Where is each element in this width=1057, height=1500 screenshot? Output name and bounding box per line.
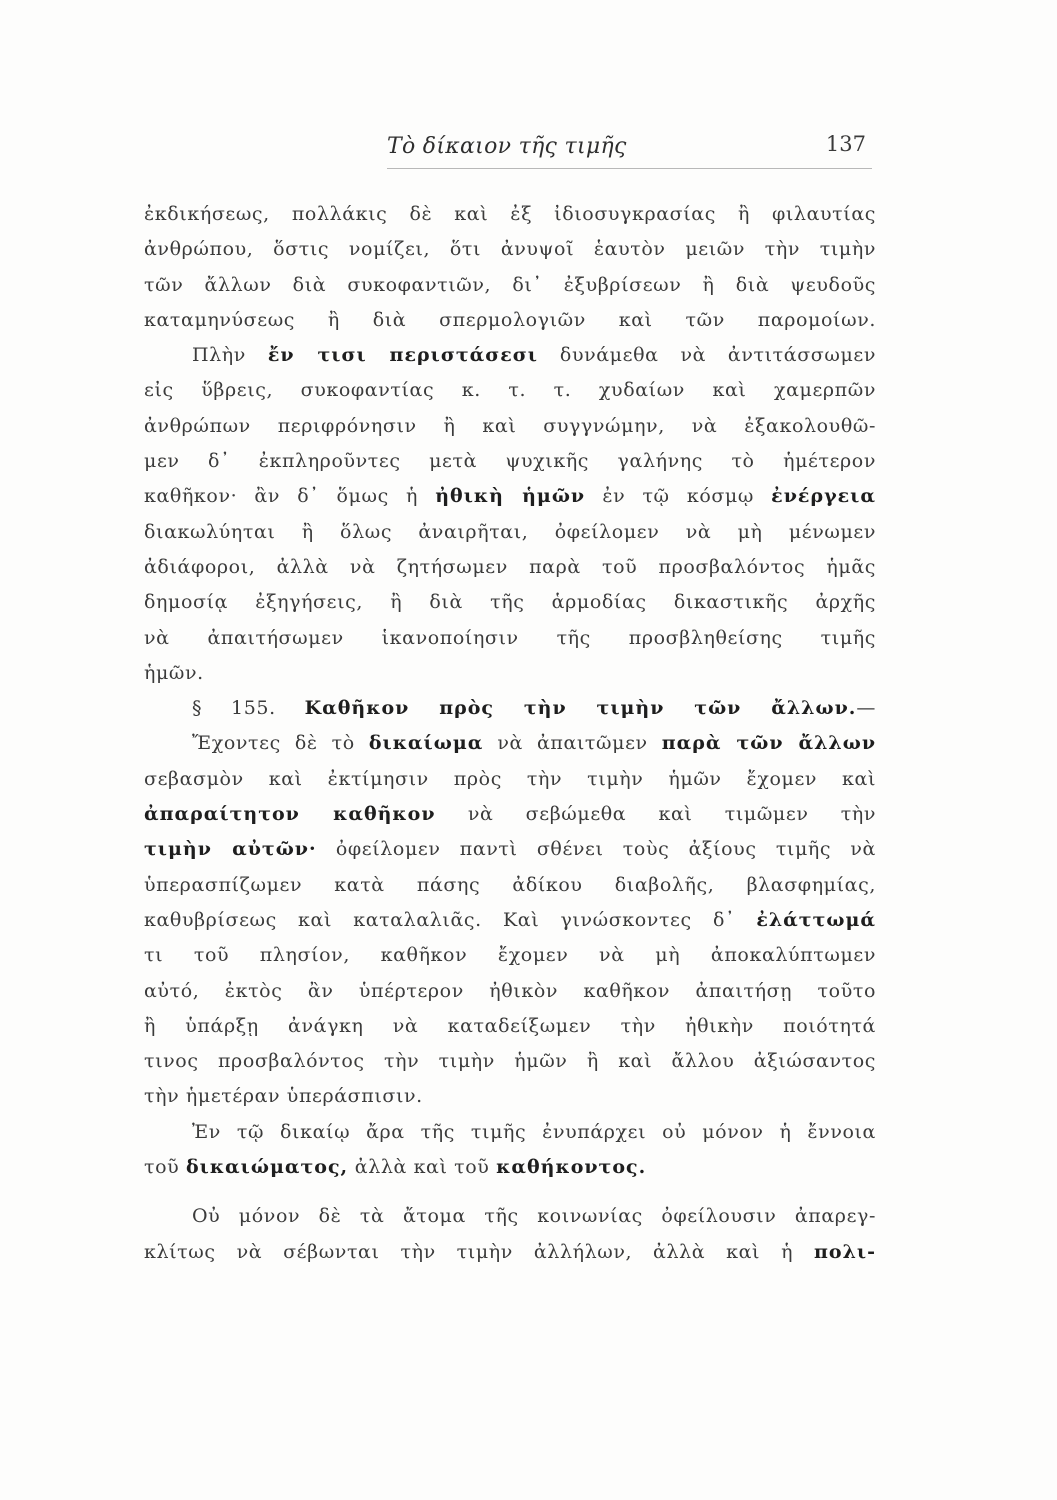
text-segment: Οὐ μόνον δὲ τὰ ἄτομα τῆς κοινωνίας ὀφείλουσιν ἀπαρεγ- <box>192 1205 876 1228</box>
text-line <box>144 268 876 303</box>
bold-term: Καθῆκον πρὸς τὴν τιμὴν τῶν ἄλλων. <box>304 697 857 720</box>
bold-term: καθήκοντος. <box>496 1156 647 1179</box>
text-segment: ἀνθρώπου, ὅστις νομίζει, ὅτι ἀνυψοῖ ἑαυτὸν μειῶν τὴν τιμὴν <box>144 238 876 261</box>
bold-term: ἠθικὴ ἡμῶν <box>435 485 586 508</box>
text-segment: νὰ ἀπαιτῶμεν <box>483 732 662 755</box>
text-segment: διακωλύηται ἢ ὅλως ἀναιρῆται, ὀφείλομεν νὰ μὴ μένωμεν <box>144 520 876 543</box>
text-line <box>144 1009 876 1044</box>
text-line <box>144 691 876 726</box>
text-line <box>144 1079 876 1114</box>
text-line <box>144 232 876 267</box>
running-head <box>142 130 872 166</box>
text-segment: καταμηνύσεως ἢ διὰ σπερμολογιῶν καὶ τῶν παρομοίων. <box>144 308 876 331</box>
bold-term: παρὰ τῶν ἄλλων <box>661 732 876 755</box>
text-line <box>144 585 876 620</box>
header-rule <box>387 168 872 169</box>
text-line <box>144 479 876 514</box>
text-segment: ἡμῶν. <box>144 661 204 684</box>
text-segment: τοῦ <box>144 1156 186 1179</box>
text-line <box>144 444 876 479</box>
text-segment: κλίτως νὰ σέβωνται τὴν τιμὴν ἀλλήλων, ἀλλὰ καὶ ἡ <box>144 1240 815 1263</box>
text-segment: ἀδιάφοροι, ἀλλὰ νὰ ζητήσωμεν παρὰ τοῦ προσβαλόντος ἡμᾶς <box>144 555 876 578</box>
bold-term: ἐλάττωμά <box>756 908 876 931</box>
text-segment: μεν δ᾿ ἐκπληροῦντες μετὰ ψυχικῆς γαλήνης τὸ ἡμέτερον <box>144 450 876 473</box>
text-segment: ἐν τῷ κόσμῳ <box>585 485 772 508</box>
bold-term: ἐνέργεια <box>771 485 876 508</box>
text-line <box>144 515 876 550</box>
text-segment: Πλὴν <box>192 344 268 367</box>
text-line <box>144 656 876 691</box>
text-line <box>144 621 876 656</box>
text-segment: § 155. <box>192 697 305 720</box>
text-line <box>144 550 876 585</box>
text-segment: σεβασμὸν καὶ ἐκτίμησιν πρὸς τὴν τιμὴν ἡμῶν ἔχομεν καὶ <box>144 767 876 790</box>
bold-term: δικαιώματος, <box>185 1156 349 1179</box>
bold-term: δικαίωμα <box>368 732 484 755</box>
text-segment: — <box>856 697 876 720</box>
text-segment: αὐτό, ἐκτὸς ἂν ὑπέρτερον ἠθικὸν καθῆκον ἀπαιτήσῃ τοῦτο <box>144 979 876 1002</box>
text-segment: καθῆκον· ἂν δ᾿ ὅμως ἡ <box>144 485 436 508</box>
text-segment: ἢ ὑπάρξῃ ἀνάγκη νὰ καταδείξωμεν τὴν ἠθικὴν ποιότητά <box>144 1014 876 1037</box>
text-line <box>144 832 876 867</box>
text-segment: Ἐν τῷ δικαίῳ ἄρα τῆς τιμῆς ἐνυπάρχει οὐ μόνον ἡ ἔννοια <box>192 1120 876 1143</box>
text-line <box>144 303 876 338</box>
text-segment: ὀφείλομεν παντὶ σθένει τοὺς ἀξίους τιμῆς νὰ <box>316 838 876 861</box>
text-segment: ἐκδικήσεως, πολλάκις δὲ καὶ ἐξ ἰδιοσυγκρασίας ἢ φιλαυτίας <box>144 203 876 225</box>
text-line <box>144 903 876 938</box>
text-line <box>144 1150 876 1185</box>
text-segment: Ἔχοντες δὲ τὸ <box>192 732 369 755</box>
text-line <box>144 409 876 444</box>
text-segment: ἀνθρώπων περιφρόνησιν ἢ καὶ συγγνώμην, νὰ ἐξακολουθῶ- <box>144 414 876 437</box>
text-line <box>144 373 876 408</box>
page-number: 137 <box>825 132 866 156</box>
text-segment: νὰ σεβώμεθα καὶ τιμῶμεν τὴν <box>435 803 876 826</box>
bold-term: ἔν τισι περιστάσεσι <box>267 344 538 367</box>
text-line <box>144 868 876 903</box>
text-line <box>144 338 876 373</box>
text-segment: εἰς ὕβρεις, συκοφαντίας κ. τ. τ. χυδαίων καὶ χαμερπῶν <box>144 379 876 402</box>
text-line <box>144 197 876 232</box>
text-line <box>144 1044 876 1079</box>
text-line <box>144 1115 876 1150</box>
text-line <box>144 938 876 973</box>
text-line <box>144 1235 876 1270</box>
text-line <box>144 797 876 832</box>
text-segment: τινος προσβαλόντος τὴν τιμὴν ἡμῶν ἢ καὶ ἄλλου ἀξιώσαντος <box>144 1050 876 1073</box>
text-line <box>144 762 876 797</box>
text-segment: νὰ ἀπαιτήσωμεν ἱκανοποίησιν τῆς προσβληθείσης τιμῆς <box>144 626 876 649</box>
text-segment: τῶν ἄλλων διὰ συκοφαντιῶν, δι᾿ ἐξυβρίσεων ἢ διὰ ψευδοῦς <box>144 273 876 296</box>
body-text <box>144 197 876 1270</box>
bold-term: τιμὴν αὐτῶν· <box>144 838 317 861</box>
text-line <box>144 726 876 761</box>
text-segment: καθυβρίσεως καὶ καταλαλιᾶς. Καὶ γινώσκοντες δ᾿ <box>144 908 757 931</box>
text-segment: τι τοῦ πλησίον, καθῆκον ἔχομεν νὰ μὴ ἀποκαλύπτωμεν <box>144 944 876 967</box>
text-segment: δημοσίᾳ ἐξηγήσεις, ἢ διὰ τῆς ἁρμοδίας δικαστικῆς ἀρχῆς <box>144 591 876 614</box>
running-head-title: Τὸ δίκαιον τῆς τιμῆς <box>387 134 627 159</box>
text-line <box>144 974 876 1009</box>
bold-term: πολι- <box>814 1240 876 1263</box>
text-segment: τὴν ἡμετέραν ὑπεράσπισιν. <box>144 1085 423 1108</box>
text-segment: ὑπερασπίζωμεν κατὰ πάσης ἀδίκου διαβολῆς, βλασφημίας, <box>144 873 876 896</box>
text-segment: δυνάμεθα νὰ ἀντιτάσσωμεν <box>538 344 876 367</box>
bold-term: ἀπαραίτητον καθῆκον <box>144 803 436 826</box>
text-segment: ἀλλὰ καὶ τοῦ <box>348 1156 497 1179</box>
text-line <box>144 1199 876 1234</box>
